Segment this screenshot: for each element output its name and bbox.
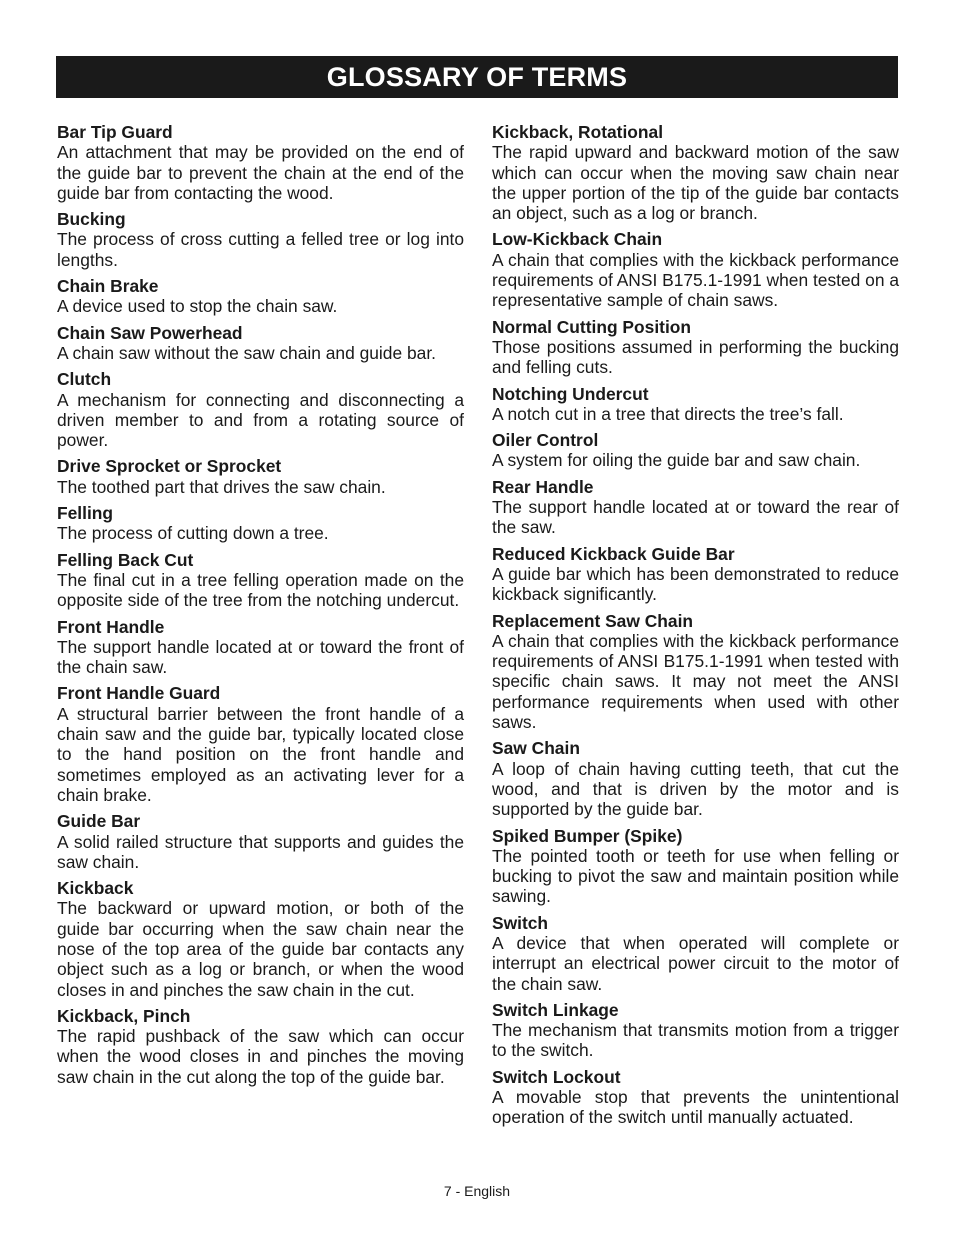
glossary-definition: A guide bar which has been demonstrated to reduce kickback significantly. [492,563,899,605]
glossary-entry [492,384,899,425]
glossary-entry [57,811,464,872]
glossary-definition: The support handle located at or toward the front of the chain saw. [57,636,464,678]
glossary-entry [57,683,464,805]
glossary-definition: A movable stop that prevents the unintentional operation of the switch until manually actuated. [492,1087,899,1128]
glossary-term: Kickback, Pinch [57,1005,191,1026]
glossary-entry [492,229,899,310]
glossary-entry [492,317,899,378]
glossary-definition: An attachment that may be provided on the end of the guide bar to prevent the chain at the end of the guide bar from contacting the wood. [57,142,464,203]
glossary-term: Chain Brake [57,276,159,297]
glossary-definition: A notch cut in a tree that directs the tree’s fall. [492,403,844,424]
glossary-definition: A device that when operated will complete or interrupt an electrical power circuit to the motor of the chain saw. [492,932,899,994]
glossary-term: Front Handle Guard [57,683,221,704]
glossary-term: Bucking [57,209,126,230]
glossary-definition: The backward or upward motion, or both of the guide bar occurring when the saw chain near the nose of the top area of the guide bar contacts any object such as a log or branch, or when the wood closes in and pinches the saw chain in the cut. [57,898,464,1000]
glossary-entry [57,276,464,317]
glossary-term: Reduced Kickback Guide Bar [492,543,735,564]
glossary-entry [57,369,464,450]
glossary-entry [492,826,899,907]
glossary-term: Felling [57,503,114,524]
glossary-term: Bar Tip Guard [57,122,173,142]
glossary-definition: A device used to stop the chain saw. [57,296,338,317]
glossary-term: Spiked Bumper (Spike) [492,825,683,846]
glossary-term: Normal Cutting Position [492,316,692,337]
page-footer: 7 - English [443,1183,511,1199]
glossary-term: Switch Lockout [492,1066,621,1087]
glossary-entry [492,1000,899,1061]
glossary-entry [57,503,464,544]
glossary-term: Clutch [57,369,112,390]
glossary-entry [57,617,464,678]
glossary-definition: The final cut in a tree felling operation made on the opposite side of the tree from the notching undercut. [57,569,464,611]
glossary-entry [492,913,899,994]
glossary-term: Notching Undercut [492,383,649,404]
glossary-entry [57,323,464,364]
glossary-term: Kickback, Rotational [492,122,664,142]
glossary-entry [492,611,899,733]
glossary-term: Chain Saw Powerhead [57,322,243,343]
glossary-term: Front Handle [57,616,165,637]
glossary-term: Rear Handle [492,476,594,497]
glossary-definition: The process of cutting down a tree. [57,523,329,544]
glossary-entry [492,122,899,223]
glossary-entry [492,477,899,538]
glossary-term: Switch [492,912,549,933]
glossary-definition: A chain that complies with the kickback performance requirements of ANSI B175.1-1991 when tested with specific chain saws. It may not meet the ANSI performance requirements when used with other saws. [492,630,899,733]
glossary-term: Replacement Saw Chain [492,610,694,631]
glossary-definition: The rapid upward and backward motion of the saw which can occur when the moving saw chain near the upper portion of the tip of the guide bar contacts an object, such as a log or branch. [492,142,899,224]
title-bar [56,56,898,98]
glossary-entry [492,430,899,471]
glossary-entry [57,122,464,203]
glossary-entry [492,1067,899,1128]
glossary-definition: A system for oiling the guide bar and saw chain. [492,450,861,471]
glossary-definition: The support handle located at or toward the rear of the saw. [492,497,899,538]
glossary-definition: Those positions assumed in performing the bucking and felling cuts. [492,336,899,378]
glossary-definition: A loop of chain having cutting teeth, that cut the wood, and that is driven by the motor and is supported by the guide bar. [492,758,899,820]
glossary-entry [492,544,899,605]
glossary-column-right [492,122,899,1134]
glossary-definition: A structural barrier between the front handle of a chain saw and the guide bar, typically located close to the hand position on the front handle and sometimes employed as an activating lever for a chain brake. [57,703,464,805]
glossary-definition: The rapid pushback of the saw which can occur when the wood closes in and pinches the moving saw chain in the cut along the top of the guide bar. [57,1026,464,1087]
glossary-entry [57,1006,464,1087]
glossary-entry [57,550,464,611]
glossary-column-left [57,122,464,1093]
glossary-term: Saw Chain [492,738,580,759]
glossary-term: Oiler Control [492,430,599,451]
glossary-term: Kickback [57,878,134,899]
glossary-definition: The process of cross cutting a felled tree or log into lengths. [57,229,464,270]
glossary-entry [57,209,464,270]
glossary-entry [492,738,899,819]
glossary-entry [57,456,464,497]
glossary-definition: A solid railed structure that supports and guides the saw chain. [57,831,464,872]
glossary-definition: A chain saw without the saw chain and guide bar. [57,342,436,363]
glossary-term: Switch Linkage [492,999,619,1020]
glossary-definition: The pointed tooth or teeth for use when felling or bucking to pivot the saw and maintain position while sawing. [492,845,899,907]
glossary-definition: A mechanism for connecting and disconnecting a driven member to and from a rotating source of power. [57,389,464,451]
glossary-definition: A chain that complies with the kickback performance requirements of ANSI B175.1-1991 when tested on a representative sample of chain saws. [492,249,900,311]
glossary-definition: The mechanism that transmits motion from a trigger to the switch. [492,1020,899,1061]
glossary-term: Drive Sprocket or Sprocket [57,456,282,477]
glossary-entry [57,878,464,1000]
glossary-term: Guide Bar [57,811,141,832]
glossary-term: Low-Kickback Chain [492,229,663,250]
page-title: GLOSSARY OF TERMS [326,61,628,92]
glossary-definition: The toothed part that drives the saw chain. [57,476,386,497]
glossary-term: Felling Back Cut [57,549,194,570]
